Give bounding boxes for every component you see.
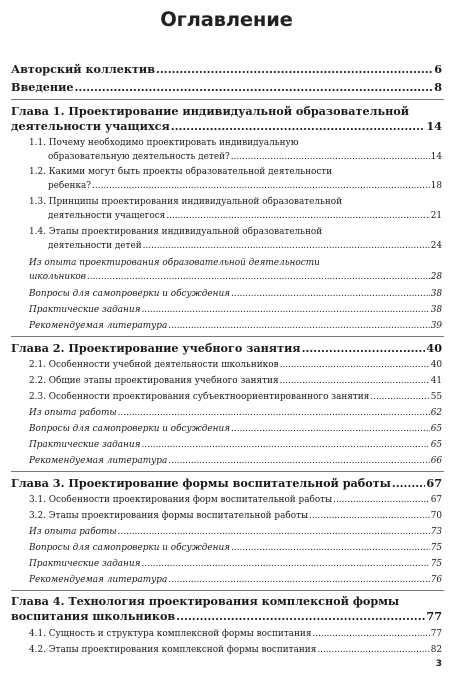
page-number: 3	[435, 659, 442, 669]
dot-leader	[309, 509, 430, 523]
section-divider	[11, 99, 444, 100]
dot-leader	[75, 80, 434, 95]
toc-entry-text: деятельности детей	[48, 241, 142, 251]
dot-leader	[168, 573, 429, 587]
dot-leader	[166, 209, 429, 223]
toc-entry-text: 3.1. Особенности проектирования форм воспитательной работы	[29, 495, 333, 505]
toc-page-number: 14	[426, 119, 442, 133]
toc-questions-3[interactable]	[0, 541, 453, 555]
toc-section-4-2[interactable]	[0, 643, 453, 657]
toc-entry-text: 1.2. Какими могут быть проекты образовательной деятельности	[29, 167, 333, 177]
toc-section-1-4[interactable]	[0, 225, 453, 253]
dot-leader	[312, 627, 429, 641]
toc-entry-text: ребенка?	[48, 181, 92, 191]
section-divider	[11, 471, 444, 472]
dot-leader	[141, 438, 429, 452]
toc-tasks-1[interactable]	[0, 303, 453, 317]
toc-entry-text: школьников	[29, 272, 86, 282]
toc-entry-text: 2.3. Особенности проектирования субъектноориентированного занятия	[29, 392, 370, 402]
toc-literature-1[interactable]	[0, 319, 453, 333]
toc-page-number: 40	[430, 360, 442, 370]
section-divider	[11, 590, 444, 591]
toc-section-2-2[interactable]	[0, 374, 453, 388]
toc-page-number: 67	[430, 495, 442, 505]
toc-entry-text: Глава 1. Проектирование индивидуальной образовательной	[11, 104, 410, 118]
toc-page-number: 21	[430, 211, 442, 221]
toc-page-number: 76	[430, 575, 442, 585]
toc-page-number: 70	[430, 511, 442, 521]
toc-literature-3[interactable]	[0, 573, 453, 587]
toc-practice-1[interactable]	[0, 256, 453, 284]
toc-entry-text: Из опыта работы	[29, 527, 117, 537]
toc-entry-text: 4.2. Этапы проектирования комплексной формы воспитания	[29, 645, 317, 655]
toc-entry-text: Рекомендуемая литература	[29, 321, 168, 331]
toc-page-number: 82	[430, 645, 442, 655]
dot-leader	[370, 390, 429, 404]
toc-entry-text: Из опыта проектирования образовательной деятельности	[29, 258, 320, 268]
dot-leader	[118, 406, 430, 420]
toc-entry-text: 2.1. Особенности учебной деятельности школьников	[29, 360, 279, 370]
toc-entry-text: Введение	[11, 80, 74, 94]
toc-page-number: 8	[434, 80, 442, 94]
toc-entry-text: Вопросы для самопроверки и обсуждения	[29, 543, 231, 553]
toc-page-number: 39	[430, 321, 442, 331]
toc-questions-1[interactable]	[0, 287, 453, 301]
toc-entry-introduction[interactable]	[0, 80, 453, 95]
toc-page-number: 62	[430, 408, 442, 418]
toc-questions-2[interactable]	[0, 422, 453, 436]
toc-practice-3[interactable]	[0, 525, 453, 539]
dot-leader	[280, 374, 430, 388]
dot-leader	[231, 422, 430, 436]
toc-page-number: 75	[430, 543, 442, 553]
dot-leader	[171, 119, 426, 134]
toc-entry-text: Практические задания	[29, 305, 141, 315]
toc-page-number: 41	[430, 376, 442, 386]
dot-leader	[280, 358, 430, 372]
toc-section-1-3[interactable]	[0, 195, 453, 223]
toc-entry-text: Вопросы для самопроверки и обсуждения	[29, 289, 231, 299]
toc-entry-text: 1.1. Почему необходимо проектировать индивидуальную	[29, 138, 299, 148]
toc-entry-text: деятельности учащихся	[11, 119, 170, 133]
toc-page-number: 66	[430, 456, 442, 466]
toc-page-number: 65	[430, 424, 442, 434]
toc-page-number: 73	[430, 527, 442, 537]
toc-entry-text: Рекомендуемая литература	[29, 575, 168, 585]
toc-entry-text: Практические задания	[29, 440, 141, 450]
toc-page-number: 55	[430, 392, 442, 402]
dot-leader	[176, 609, 425, 624]
dot-leader	[92, 179, 430, 193]
dot-leader	[317, 643, 429, 657]
toc-entry-text: 4.1. Сущность и структура комплексной формы воспитания	[29, 629, 312, 639]
toc-entry-text: Практические задания	[29, 559, 141, 569]
toc-page-number: 18	[430, 181, 442, 191]
toc-page-number: 38	[430, 305, 442, 315]
dot-leader	[156, 62, 433, 77]
dot-leader	[333, 493, 430, 507]
toc-entry-text: Глава 2. Проектирование учебного занятия	[11, 341, 301, 355]
toc-page-number: 75	[430, 559, 442, 569]
toc-entry-text: 1.4. Этапы проектирования индивидуальной образовательной	[29, 227, 323, 237]
toc-page-number: 77	[426, 609, 442, 623]
toc-entry-text: деятельности учащегося	[48, 211, 166, 221]
toc-practice-2[interactable]	[0, 406, 453, 420]
toc-entry-text: Авторский коллектив	[11, 62, 156, 76]
toc-chapter-1[interactable]	[0, 104, 453, 134]
toc-page-number: 28	[430, 272, 442, 282]
dot-leader	[302, 341, 426, 356]
toc-entry-text: образовательную деятельность детей?	[48, 152, 230, 162]
dot-leader	[231, 287, 430, 301]
toc-chapter-3[interactable]	[0, 476, 453, 491]
toc-chapter-2[interactable]	[0, 341, 453, 356]
toc-entry-text: 2.2. Общие этапы проектирования учебного занятия	[29, 376, 279, 386]
dot-leader	[143, 239, 430, 253]
dot-leader	[168, 319, 429, 333]
section-divider	[11, 336, 444, 337]
toc-section-3-2[interactable]	[0, 509, 453, 523]
toc-section-2-1[interactable]	[0, 358, 453, 372]
toc-entry-text: воспитания школьников	[11, 609, 176, 623]
dot-leader	[392, 476, 426, 491]
dot-leader	[141, 557, 429, 571]
dot-leader	[168, 454, 429, 468]
toc-section-1-1[interactable]	[0, 136, 453, 164]
toc-entry-text: Из опыта работы	[29, 408, 117, 418]
toc-tasks-2[interactable]	[0, 438, 453, 452]
dot-leader	[231, 150, 430, 164]
toc-section-4-1[interactable]	[0, 627, 453, 641]
toc-section-2-3[interactable]	[0, 390, 453, 404]
dot-leader	[231, 541, 430, 555]
dot-leader	[118, 525, 430, 539]
toc-page-number: 38	[430, 289, 442, 299]
toc-entry-text: Глава 3. Проектирование формы воспитательной работы	[11, 476, 391, 490]
toc-entry-text: 1.3. Принципы проектирования индивидуальной образовательной	[29, 197, 343, 207]
dot-leader	[141, 303, 429, 317]
toc-page-number: 65	[430, 440, 442, 450]
dot-leader	[87, 270, 430, 284]
page-title: Оглавление	[160, 8, 293, 31]
toc-page-number: 77	[430, 629, 442, 639]
toc-page-number: 6	[434, 62, 442, 76]
toc-page-number: 40	[426, 341, 442, 355]
toc-section-1-2[interactable]	[0, 165, 453, 193]
toc-literature-2[interactable]	[0, 454, 453, 468]
toc-tasks-3[interactable]	[0, 557, 453, 571]
toc-chapter-4[interactable]	[0, 594, 453, 624]
toc-entry-authors[interactable]	[0, 62, 453, 77]
toc-page-number: 67	[426, 476, 442, 490]
toc-entry-text: 3.2. Этапы проектирования формы воспитательной работы	[29, 511, 309, 521]
toc-page-number: 24	[430, 241, 442, 251]
toc-entry-text: Вопросы для самопроверки и обсуждения	[29, 424, 231, 434]
toc-entry-text: Рекомендуемая литература	[29, 456, 168, 466]
toc-page-number: 14	[430, 152, 442, 162]
toc-section-3-1[interactable]	[0, 493, 453, 507]
toc-entry-text: Глава 4. Технология проектирования комплексной формы	[11, 594, 400, 608]
